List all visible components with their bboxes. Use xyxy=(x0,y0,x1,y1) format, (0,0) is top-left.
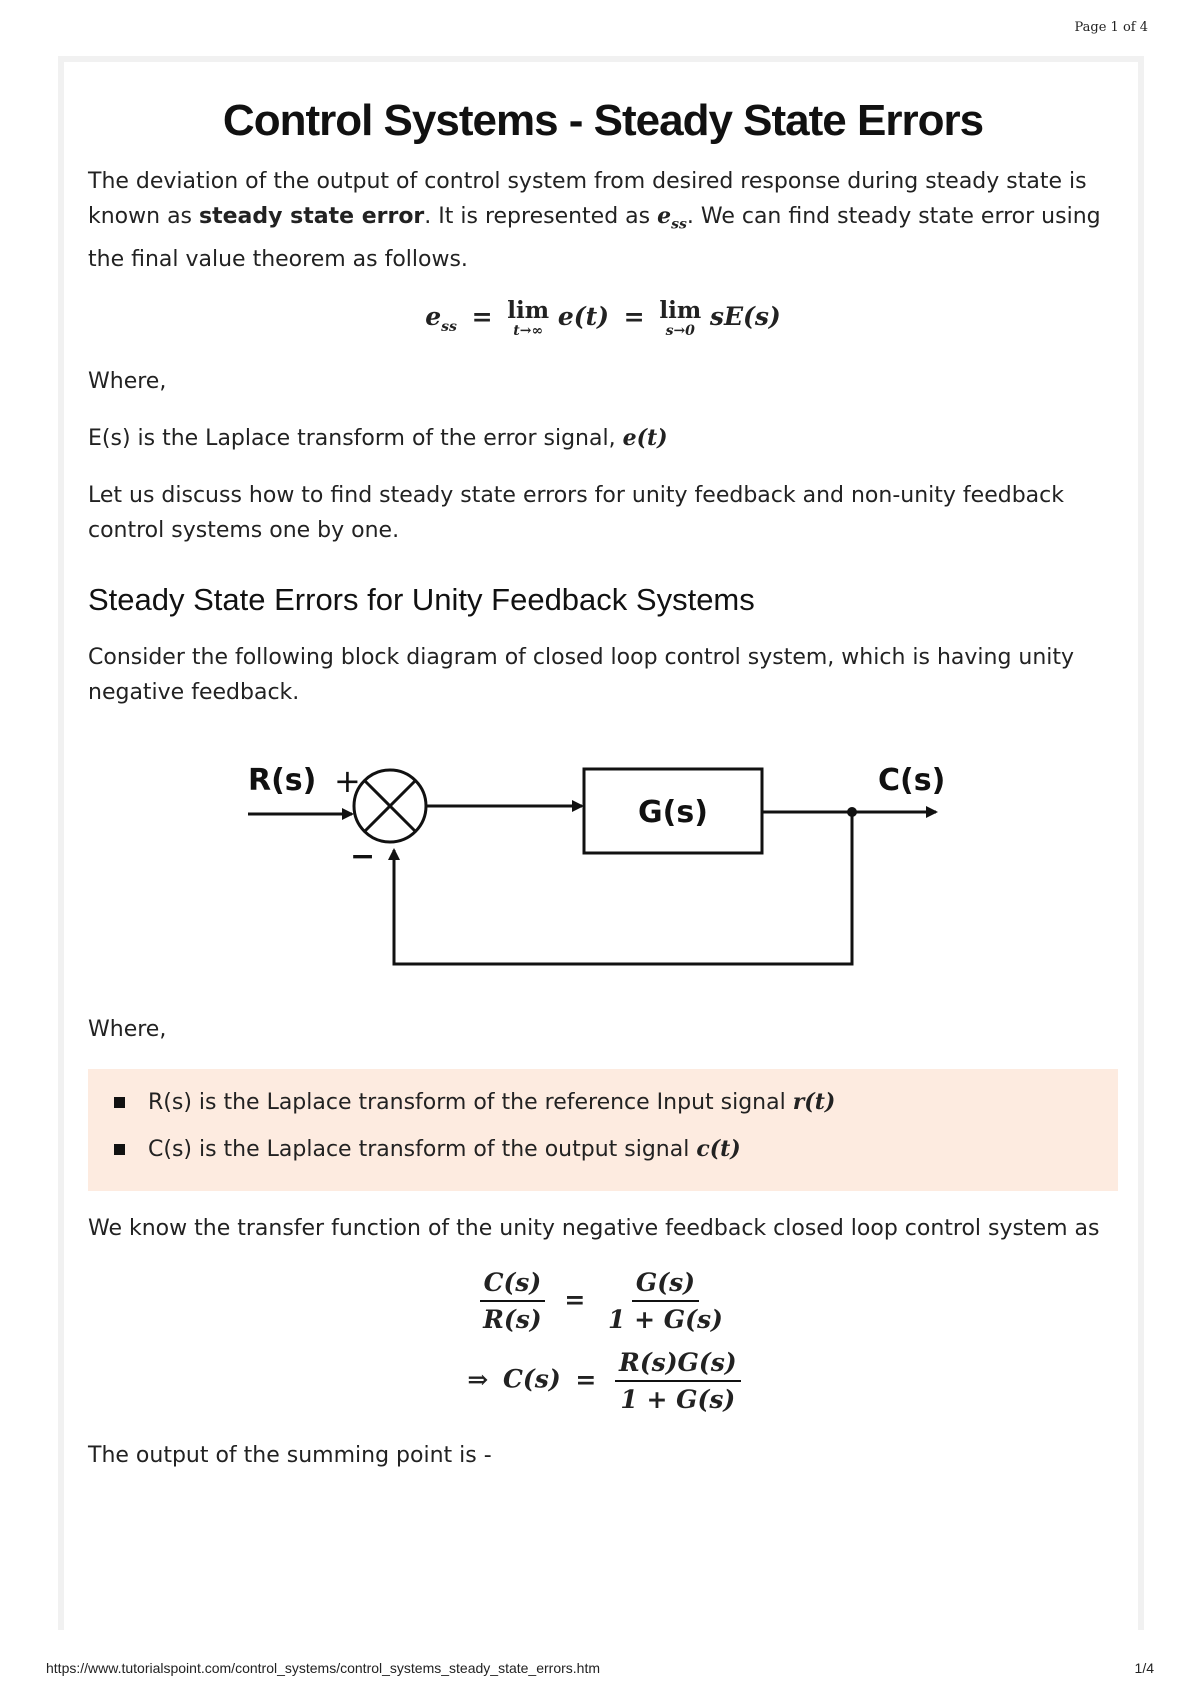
list-item xyxy=(88,1085,1118,1120)
tf-rhs-fraction xyxy=(604,1268,727,1334)
tf-lhs-numerator: C(s) xyxy=(480,1268,546,1302)
article-card xyxy=(58,56,1144,1630)
diagram-plus-sign: + xyxy=(334,762,361,801)
page-number-label: Page 1 of 4 xyxy=(1074,20,1148,35)
output-equation xyxy=(88,1348,1118,1414)
lim-t-to-infinity xyxy=(507,299,549,338)
eq-lhs-base: e xyxy=(425,302,442,332)
ct-symbol: c(t) xyxy=(696,1136,741,1163)
intro-text-2: . It is represented as xyxy=(424,204,658,229)
out-lhs: C(s) xyxy=(503,1364,561,1394)
diagram-block-label: G(s) xyxy=(638,795,708,831)
diagram-input-label: R(s) xyxy=(248,763,317,799)
discuss-paragraph: Let us discuss how to find steady state errors for unity feedback and non-unity feedback control systems one by one. xyxy=(88,483,1064,544)
transfer-intro-paragraph: We know the transfer function of the unity negative feedback closed loop control system as xyxy=(88,1216,1100,1242)
list-item xyxy=(88,1132,1118,1167)
square-bullet-icon xyxy=(114,1144,125,1155)
tf-rhs-numerator: G(s) xyxy=(632,1268,699,1302)
tf-equals: = xyxy=(564,1284,586,1314)
where-label-1: Where, xyxy=(88,369,167,395)
section-heading: Steady State Errors for Unity Feedback Systems xyxy=(88,582,755,618)
summing-junction xyxy=(354,770,426,842)
rs-definition-text: R(s) is the Laplace transform of the reference Input signal xyxy=(148,1090,793,1116)
signal-definitions-list xyxy=(88,1085,1118,1167)
eq-mid: e(t) xyxy=(557,302,609,332)
intro-paragraph xyxy=(88,164,1118,277)
out-rhs-fraction xyxy=(615,1348,741,1414)
out-rhs-numerator: R(s)G(s) xyxy=(615,1348,741,1382)
eq-equals-1: = xyxy=(471,302,493,332)
cs-definition-text: C(s) is the Laplace transform of the output signal xyxy=(148,1137,697,1163)
intro-text-1: The deviation of the output of control system from desired response during steady state is known as xyxy=(88,169,1087,229)
article-content xyxy=(88,62,1118,1495)
eq-lhs-sub: ss xyxy=(441,319,457,336)
intro-text-3: . We can find steady state error using the final value theorem as follows. xyxy=(88,204,1101,273)
lim-word-1: lim xyxy=(507,297,550,325)
ess-symbol xyxy=(657,203,687,233)
lim-sub-2: s→0 xyxy=(665,323,695,340)
diagram-minus-sign: − xyxy=(350,839,376,875)
diagram-output-label: C(s) xyxy=(878,763,946,799)
rt-symbol: r(t) xyxy=(792,1089,836,1116)
implies-symbol: ⇒ xyxy=(467,1364,489,1394)
summing-point-paragraph: The output of the summing point is - xyxy=(88,1443,492,1469)
es-definition-text: E(s) is the Laplace transform of the error signal, xyxy=(88,426,623,452)
ess-symbol-base: e xyxy=(657,203,672,229)
footer-page-number: 1/4 xyxy=(1134,1660,1154,1676)
steady-state-error-term: steady state error xyxy=(199,204,425,229)
eq-lhs xyxy=(425,302,457,336)
consider-paragraph: Consider the following block diagram of closed loop control system, which is having unity negative feedback. xyxy=(88,645,1075,706)
eq-equals-2: = xyxy=(623,302,645,332)
lim-word-2: lim xyxy=(659,297,702,325)
out-equals: = xyxy=(575,1364,597,1394)
ess-symbol-sub: ss xyxy=(671,216,687,233)
tf-rhs-denominator: 1 + G(s) xyxy=(608,1305,723,1335)
eq-rhs: sE(s) xyxy=(709,302,781,332)
lim-sub-1: t→∞ xyxy=(513,323,544,340)
lim-s-to-zero xyxy=(659,299,701,338)
transfer-function-equation xyxy=(88,1268,1118,1334)
out-rhs-denominator: 1 + G(s) xyxy=(620,1385,736,1415)
page-title: Control Systems - Steady State Errors xyxy=(222,96,984,145)
block-diagram xyxy=(88,734,1118,974)
final-value-equation xyxy=(88,299,1118,338)
et-symbol: e(t) xyxy=(622,425,668,452)
tf-lhs-denominator: R(s) xyxy=(483,1305,542,1335)
footer-url[interactable]: https://www.tutorialspoint.com/control_systems/control_systems_steady_state_errors.htm xyxy=(46,1660,600,1676)
signal-definitions-box xyxy=(88,1069,1118,1191)
where-label-2: Where, xyxy=(88,1017,167,1043)
tf-lhs-fraction xyxy=(479,1268,546,1334)
es-definition xyxy=(88,421,1118,456)
square-bullet-icon xyxy=(114,1097,125,1108)
